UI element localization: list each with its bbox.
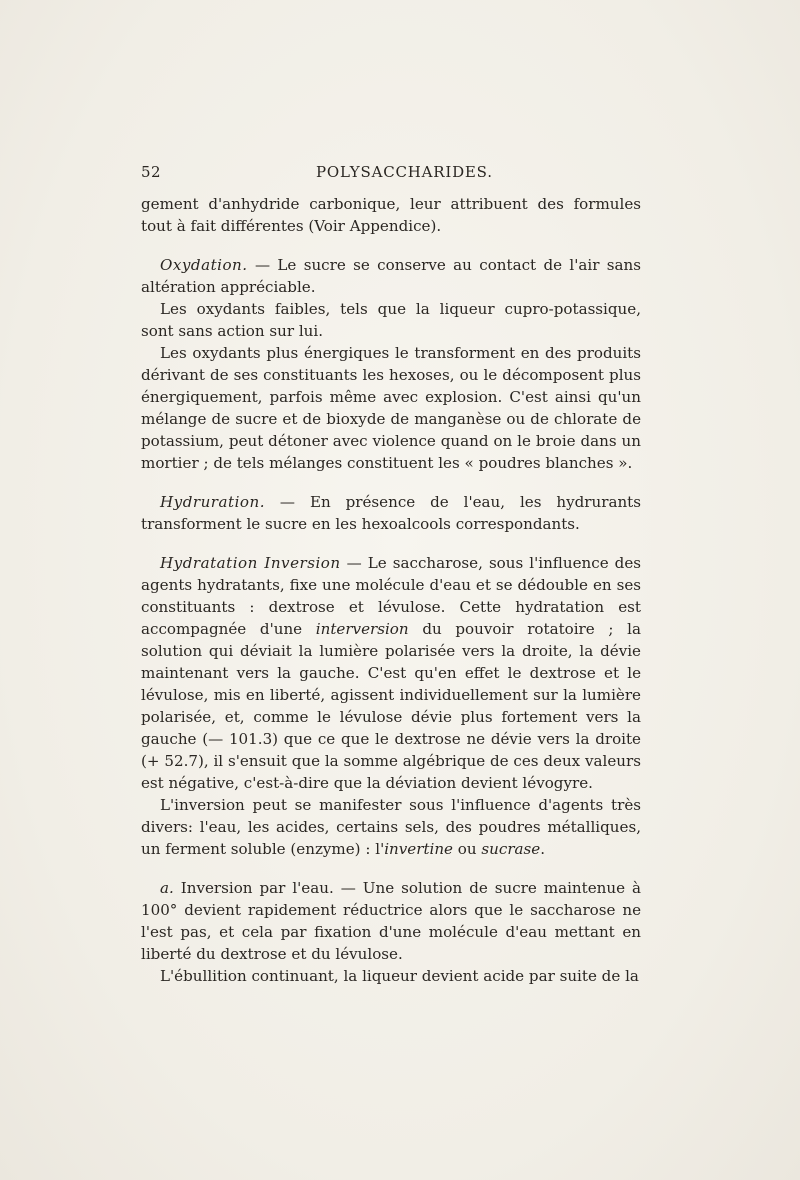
page-number: 52	[141, 163, 162, 181]
list-label-a: a.	[160, 879, 174, 897]
running-title: POLYSACCHARIDES.	[316, 163, 493, 181]
paragraph-oxydants-energiques: Les oxydants plus énergiques le transforment en des produits dérivant de ses constituants les hexoses, ou le décomposent plus énergiquement, parfois même avec explosion. C'est ainsi qu'un mélange de sucre et de bioxyde de manganèse ou de chlorate de potassium, peut détoner avec violence quand on le broie dans un mortier ; de tels mélanges constituent les « poudres blanches ».	[141, 344, 641, 472]
paragraph-inversion-agents-mid: ou	[453, 840, 482, 858]
paragraph-oxydants-faibles: Les oxydants faibles, tels que la liqueur cupro-potassique, sont sans action sur lui.	[141, 300, 641, 340]
paragraph-hydruration	[141, 491, 641, 535]
body-text	[141, 193, 641, 987]
paragraph-hydruration-body: — En présence de l'eau, les hydrurants transforment le sucre en les hexoalcools correspondants.	[141, 493, 641, 533]
paragraph-ebullition: L'ébullition continuant, la liqueur devient acide par suite de la	[160, 967, 639, 985]
paragraph-inversion-eau-body: Inversion par l'eau. — Une solution de sucre maintenue à 100° devient rapidement réductrice alors que le saccharose ne l'est pas, et cela par fixation d'une molécule d'eau mettant en liberté du dextrose et du lévulose.	[141, 879, 641, 963]
paragraph-inversion-agents	[141, 794, 641, 860]
section-title-hydruration: Hydruration.	[160, 493, 266, 511]
term-invertine: invertine	[384, 840, 453, 858]
section-title-oxydation: Oxydation.	[160, 256, 248, 274]
paragraph-inversion-eau	[141, 877, 641, 965]
term-interversion: interversion	[315, 620, 409, 638]
page-header	[141, 163, 641, 185]
paragraph-oxydation-body: — Le sucre se conserve au contact de l'air sans altération appréciable.	[141, 256, 641, 296]
paragraph-oxydation	[141, 254, 641, 298]
paragraph-continuation: gement d'anhydride carbonique, leur attribuent des formules tout à fait différentes (Voir Appendice).	[141, 195, 641, 235]
section-title-hydratation: Hydratation Inversion	[160, 554, 341, 572]
paragraph-inversion-agents-a: L'inversion peut se manifester sous l'influence d'agents très divers: l'eau, les acides, certains sels, des poudres métalliques, un ferment soluble (enzyme) : l'	[141, 796, 641, 858]
paragraph-hydratation-body-b: du pouvoir rotatoire ; la solution qui déviait la lumière polarisée vers la droite, la dévie maintenant vers la gauche. C'est qu'en effet le dextrose et le lévulose, mis en liberté, agissent individuellement sur la lumière polarisée, et, comme le lévulose dévie plus fortement vers la gauche (— 101.3) que ce que le dextrose ne dévie vers la droite (+ 52.7), il s'ensuit que la somme algébrique de ces deux valeurs est négative, c'est-à-dire que la déviation devient lévogyre.	[141, 620, 642, 792]
term-sucrase: sucrase	[481, 840, 541, 858]
paragraph-hydratation-body-a: — Le saccharose, sous l'influence des agents hydratants, fixe une molécule d'eau et se dédouble en ses constituants : dextrose et lévulose. Cette hydratation est accompagnée d'une	[141, 554, 641, 638]
paragraph-hydratation	[141, 552, 641, 794]
paragraph-inversion-agents-end: .	[540, 840, 546, 858]
